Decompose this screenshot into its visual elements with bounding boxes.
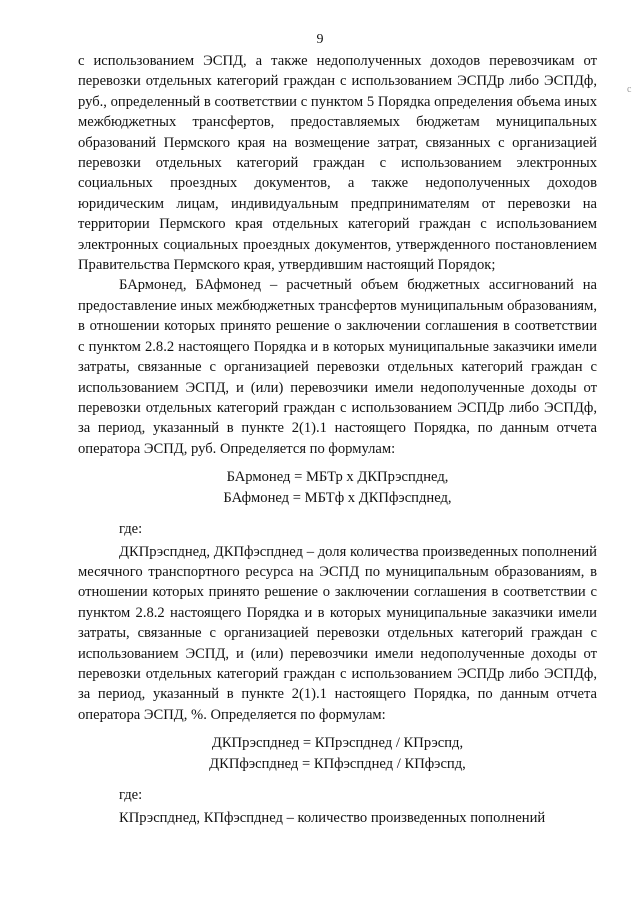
where-label: где: bbox=[119, 521, 143, 538]
paragraph-ba-definition: БАрмонед, БАфмонед – расчетный объем бюджетных ассигнований на предоставление иных межбюджетных трансфертов муниципальным образованиям, в отношении которых принято решение о заключении соглашения в соответствии с пунктом 2.8.2 настоящего Порядка и в которых муниципальные заказчики имели затраты, связанные с организацией перевозки отдельных категорий граждан с использованием ЭСПД, и (или) перевозчики имели недополученные доходы от перевозки отдельных категорий граждан с использованием ЭСПДр либо ЭСПДф, за период, указанный в пункте 2(1).1 настоящего Порядка, по данным отчета оператора ЭСПД, руб. Определяется по формулам: bbox=[78, 277, 597, 457]
formula-ba-f: БАфмонед = МБТф х ДКПфэспднед, bbox=[223, 490, 452, 507]
formula-dkp-r: ДКПрэспднед = КПрэспднед / КПрэспд, bbox=[211, 735, 464, 752]
formula-ba-r: БАрмонед = МБТр х ДКПрэспднед, bbox=[226, 469, 449, 486]
where-label: где: bbox=[119, 787, 143, 804]
scan-edge-mark: c bbox=[627, 84, 632, 95]
formula-dkp-f: ДКПфэспднед = КПфэспднед / КПфэспд, bbox=[209, 756, 466, 773]
paragraph-continuation: с использованием ЭСПД, а также недополученных доходов перевозчикам от перевозки отдельных категорий граждан с использованием ЭСПДр либо ЭСПДф, руб., определенный в соответствии с пунктом 5 Порядка определения объема иных межбюджетных трансфертов, предоставляемых бюджетам муниципальных образований Пермского края на возмещение затрат, связанных с организацией перевозки отдельных категорий граждан с использованием электронных социальных проездных документов, а также недополученных доходов юридическим лицам, индивидуальным предпринимателям от перевозки на территории Пермского края отдельных категорий граждан с использованием электронных социальных проездных документов, утвержденного постановлением Правительства Пермского края, утвердившим настоящий Порядок; bbox=[78, 53, 597, 274]
paragraph-dkp-definition: ДКПрэспднед, ДКПфэспднед – доля количества произведенных пополнений месячного транспортного ресурса на ЭСПД по муниципальным образованиям, в отношении которых принято решение о заключении соглашения в соответствии с пунктом 2.8.2 настоящего Порядка и в которых муниципальные заказчики имели затраты, связанные с организацией перевозки отдельных категорий граждан с использованием ЭСПД, и (или) перевозчики имели недополученные доходы от перевозки отдельных категорий граждан с использованием ЭСПДр либо ЭСПДф, за период, указанный в пункте 2(1).1 настоящего Порядка, по данным отчета оператора ЭСПД, %. Определяется по формулам: bbox=[78, 543, 597, 723]
formula-block-dkp bbox=[78, 733, 597, 775]
document-body bbox=[78, 51, 597, 828]
formula-block-ba bbox=[78, 467, 597, 509]
paragraph-kp-definition: КПрэспднед, КПфэспднед – количество произведенных пополнений bbox=[119, 809, 546, 826]
page-number: 9 bbox=[316, 32, 324, 47]
